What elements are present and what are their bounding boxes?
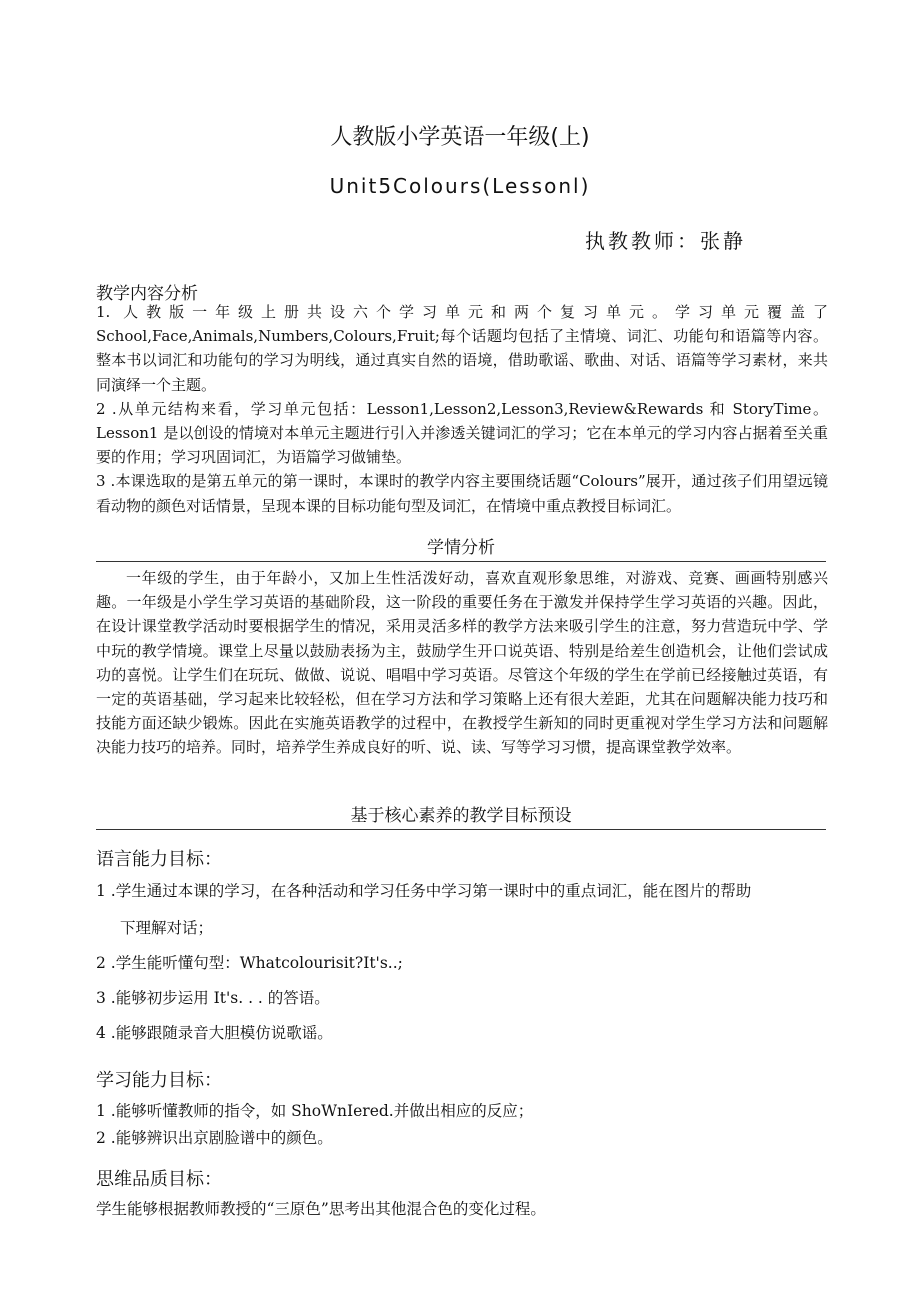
- goal-item: 学生能够根据教师教授的“三原色”思考出其他混合色的变化过程。: [96, 1200, 546, 1218]
- goal-item: 2 .能够辨识出京剧脸谱中的颜色。: [96, 1129, 333, 1147]
- student-analysis-body: [96, 566, 828, 760]
- language-goals-heading: 语言能力目标：: [96, 849, 222, 870]
- goal-item: 2 .学生能听懂句型：Whatcolourisit?It's..;: [96, 954, 403, 972]
- content-analysis-heading: 教学内容分析: [96, 284, 198, 304]
- content-analysis-body: [96, 300, 828, 518]
- student-analysis-heading: 学情分析: [96, 533, 826, 562]
- goal-item: 3 .能够初步运用 It's. . . 的答语。: [96, 989, 330, 1007]
- goal-item: 下理解对话；: [120, 919, 214, 937]
- goal-item: 1 .学生通过本课的学习，在各种活动和学习任务中学习第一课时中的重点词汇，能在图片的帮助: [96, 882, 752, 900]
- goal-item: 4 .能够跟随录音大胆模仿说歌谣。: [96, 1024, 333, 1042]
- goals-heading: 基于核心素养的教学目标预设: [96, 801, 826, 830]
- document-subtitle: Unit5Colours(Lessonl): [329, 174, 591, 198]
- thinking-goals-heading: 思维品质目标：: [96, 1169, 222, 1190]
- document-title: 人教版小学英语一年级(上): [330, 125, 590, 150]
- learning-goals-heading: 学习能力目标：: [96, 1070, 222, 1091]
- paragraph: 3 .本课选取的是第五单元的第一课时，本课时的教学内容主要围绕话题“Colours”展开，通过孩子们用望远镜看动物的颜色对话情景，呈现本课的目标功能句型及词汇，在情境中重点教授目标词汇。: [96, 472, 828, 515]
- teacher-name: 执教教师：张静: [585, 229, 746, 253]
- goal-item: 1 .能够听懂教师的指令，如 ShoWnIered.并做出相应的反应；: [96, 1102, 534, 1120]
- paragraph: 1. 人教版一年级上册共设六个学习单元和两个复习单元。学习单元覆盖了School,Face,Animals,Numbers,Colours,Fruit;每个话题均包括了主情境、词汇、功能句和语篇等内容。整本书以词汇和功能句的学习为明线，通过真实自然的语境，借助歌谣、歌曲、对话、语篇等学习素材，来共同演绎一个主题。: [96, 303, 828, 394]
- paragraph: 一年级的学生，由于年龄小，又加上生性活泼好动，喜欢直观形象思维，对游戏、竞赛、画画特别感兴趣。一年级是小学生学习英语的基础阶段，这一阶段的重要任务在于激发并保持学生学习英语的兴趣。因此，在设计课堂教学活动时要根据学生的情况，采用灵活多样的教学方法来吸引学生的注意，努力营造玩中学、学中玩的教学情境。课堂上尽量以鼓励表扬为主，鼓励学生开口说英语、特别是给差生创造机会，让他们尝试成功的喜悦。让学生们在玩玩、做做、说说、唱唱中学习英语。尽管这个年级的学生在学前已经接触过英语，有一定的英语基础，学习起来比较轻松，但在学习方法和学习策略上还有很大差距，尤其在问题解决能力技巧和技能方面还缺少锻炼。因此在实施英语教学的过程中，在教授学生新知的同时更重视对学生学习方法和问题解决能力技巧的培养。同时，培养学生养成良好的听、说、读、写等学习习惯，提高课堂教学效率。: [96, 569, 828, 757]
- paragraph: 2 .从单元结构来看，学习单元包括：Lesson1,Lesson2,Lesson3,Review&Rewards 和 StoryTime。Lesson1 是以创设的情境对本单元主题进行引入并渗透关键词汇的学习；它在本单元的学习内容占据着至关重要的作用；学习巩固词汇，为语篇学习做铺垫。: [96, 399, 828, 467]
